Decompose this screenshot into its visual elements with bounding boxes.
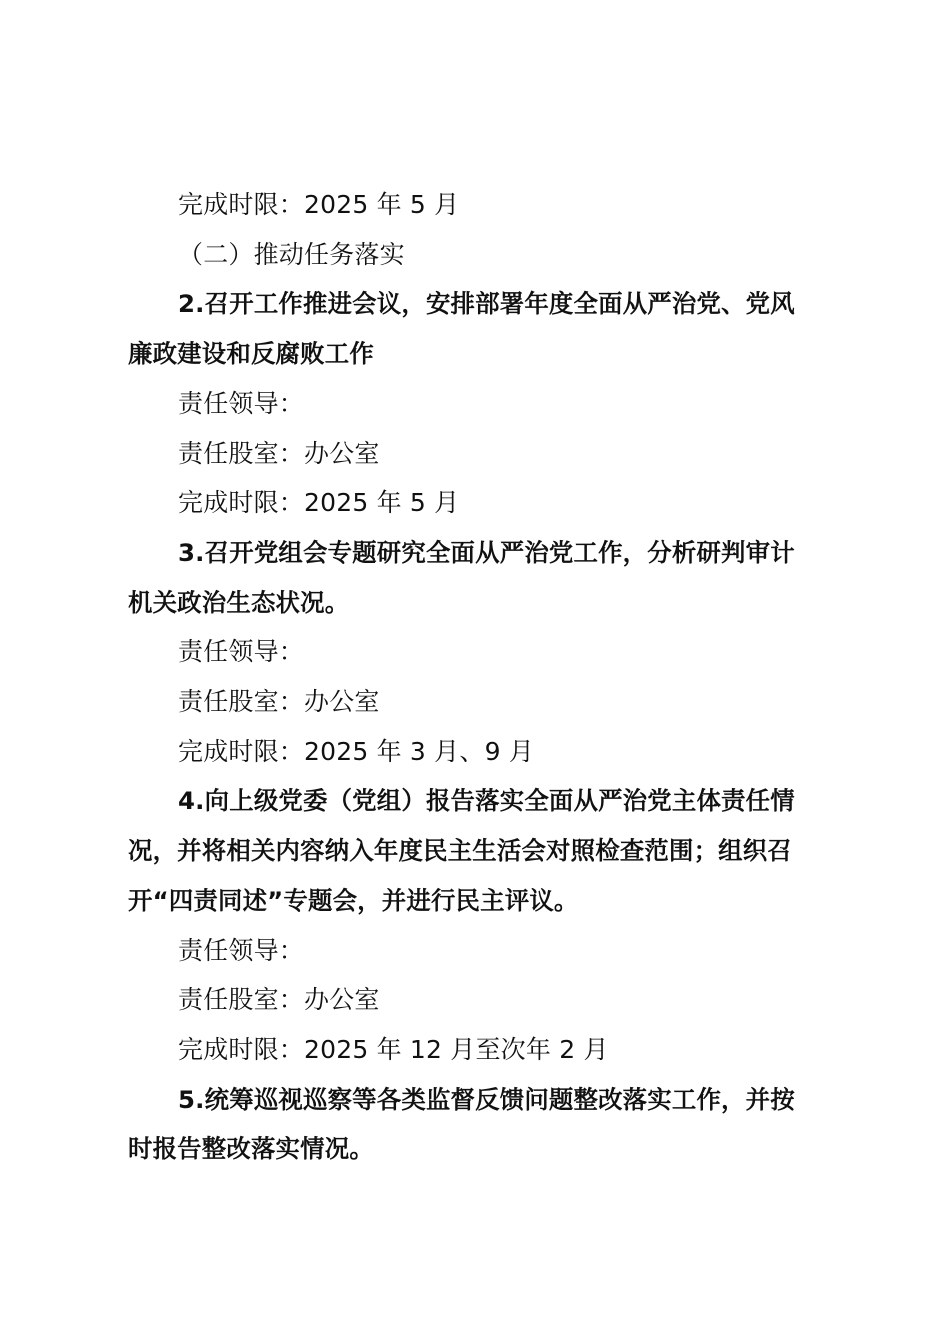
item-2-deadline: 完成时限：2025 年 5 月 bbox=[178, 488, 460, 518]
item-4-department: 责任股室：办公室 bbox=[178, 985, 380, 1015]
item-4-title bbox=[128, 776, 833, 925]
deadline-line: 完成时限：2025 年 5 月 bbox=[178, 190, 460, 219]
item-2-department: 责任股室：办公室 bbox=[178, 438, 380, 468]
item-4-title-line-2: 况，并将相关内容纳入年度民主生活会对照检查范围；组织召 bbox=[128, 836, 792, 866]
item-2-title-line-1: 2.召开工作推进会议，安排部署年度全面从严治党、党风 bbox=[178, 289, 795, 319]
document-body bbox=[128, 180, 833, 1174]
item-3-department: 责任股室：办公室 bbox=[178, 687, 380, 717]
item-4-deadline: 完成时限：2025 年 12 月至次年 2 月 bbox=[178, 1034, 609, 1064]
item-2-title-line-2: 廉政建设和反腐败工作 bbox=[128, 339, 374, 369]
item-3-leader: 责任领导： bbox=[178, 637, 305, 667]
section-heading: （二）推动任务落实 bbox=[178, 239, 405, 269]
item-3-title-line-1: 3.召开党组会专题研究全面从严治党工作，分析研判审计 bbox=[178, 537, 795, 567]
item-5-title bbox=[128, 1075, 833, 1174]
item-2-title bbox=[128, 279, 833, 378]
item-4-title-line-3: 开“四责同述”专题会，并进行民主评议。 bbox=[128, 885, 579, 915]
item-3-deadline: 完成时限：2025 年 3 月、9 月 bbox=[178, 736, 535, 766]
item-4-leader: 责任领导： bbox=[178, 935, 305, 965]
item-5-title-line-2: 时报告整改落实情况。 bbox=[128, 1134, 374, 1164]
item-5-title-line-1: 5.统筹巡视巡察等各类监督反馈问题整改落实工作，并按 bbox=[178, 1084, 795, 1114]
item-3-title bbox=[128, 528, 833, 627]
item-4-title-line-1: 4.向上级党委（党组）报告落实全面从严治党主体责任情 bbox=[178, 786, 795, 816]
item-2-leader: 责任领导： bbox=[178, 388, 305, 418]
item-3-title-line-2: 机关政治生态状况。 bbox=[128, 587, 350, 617]
